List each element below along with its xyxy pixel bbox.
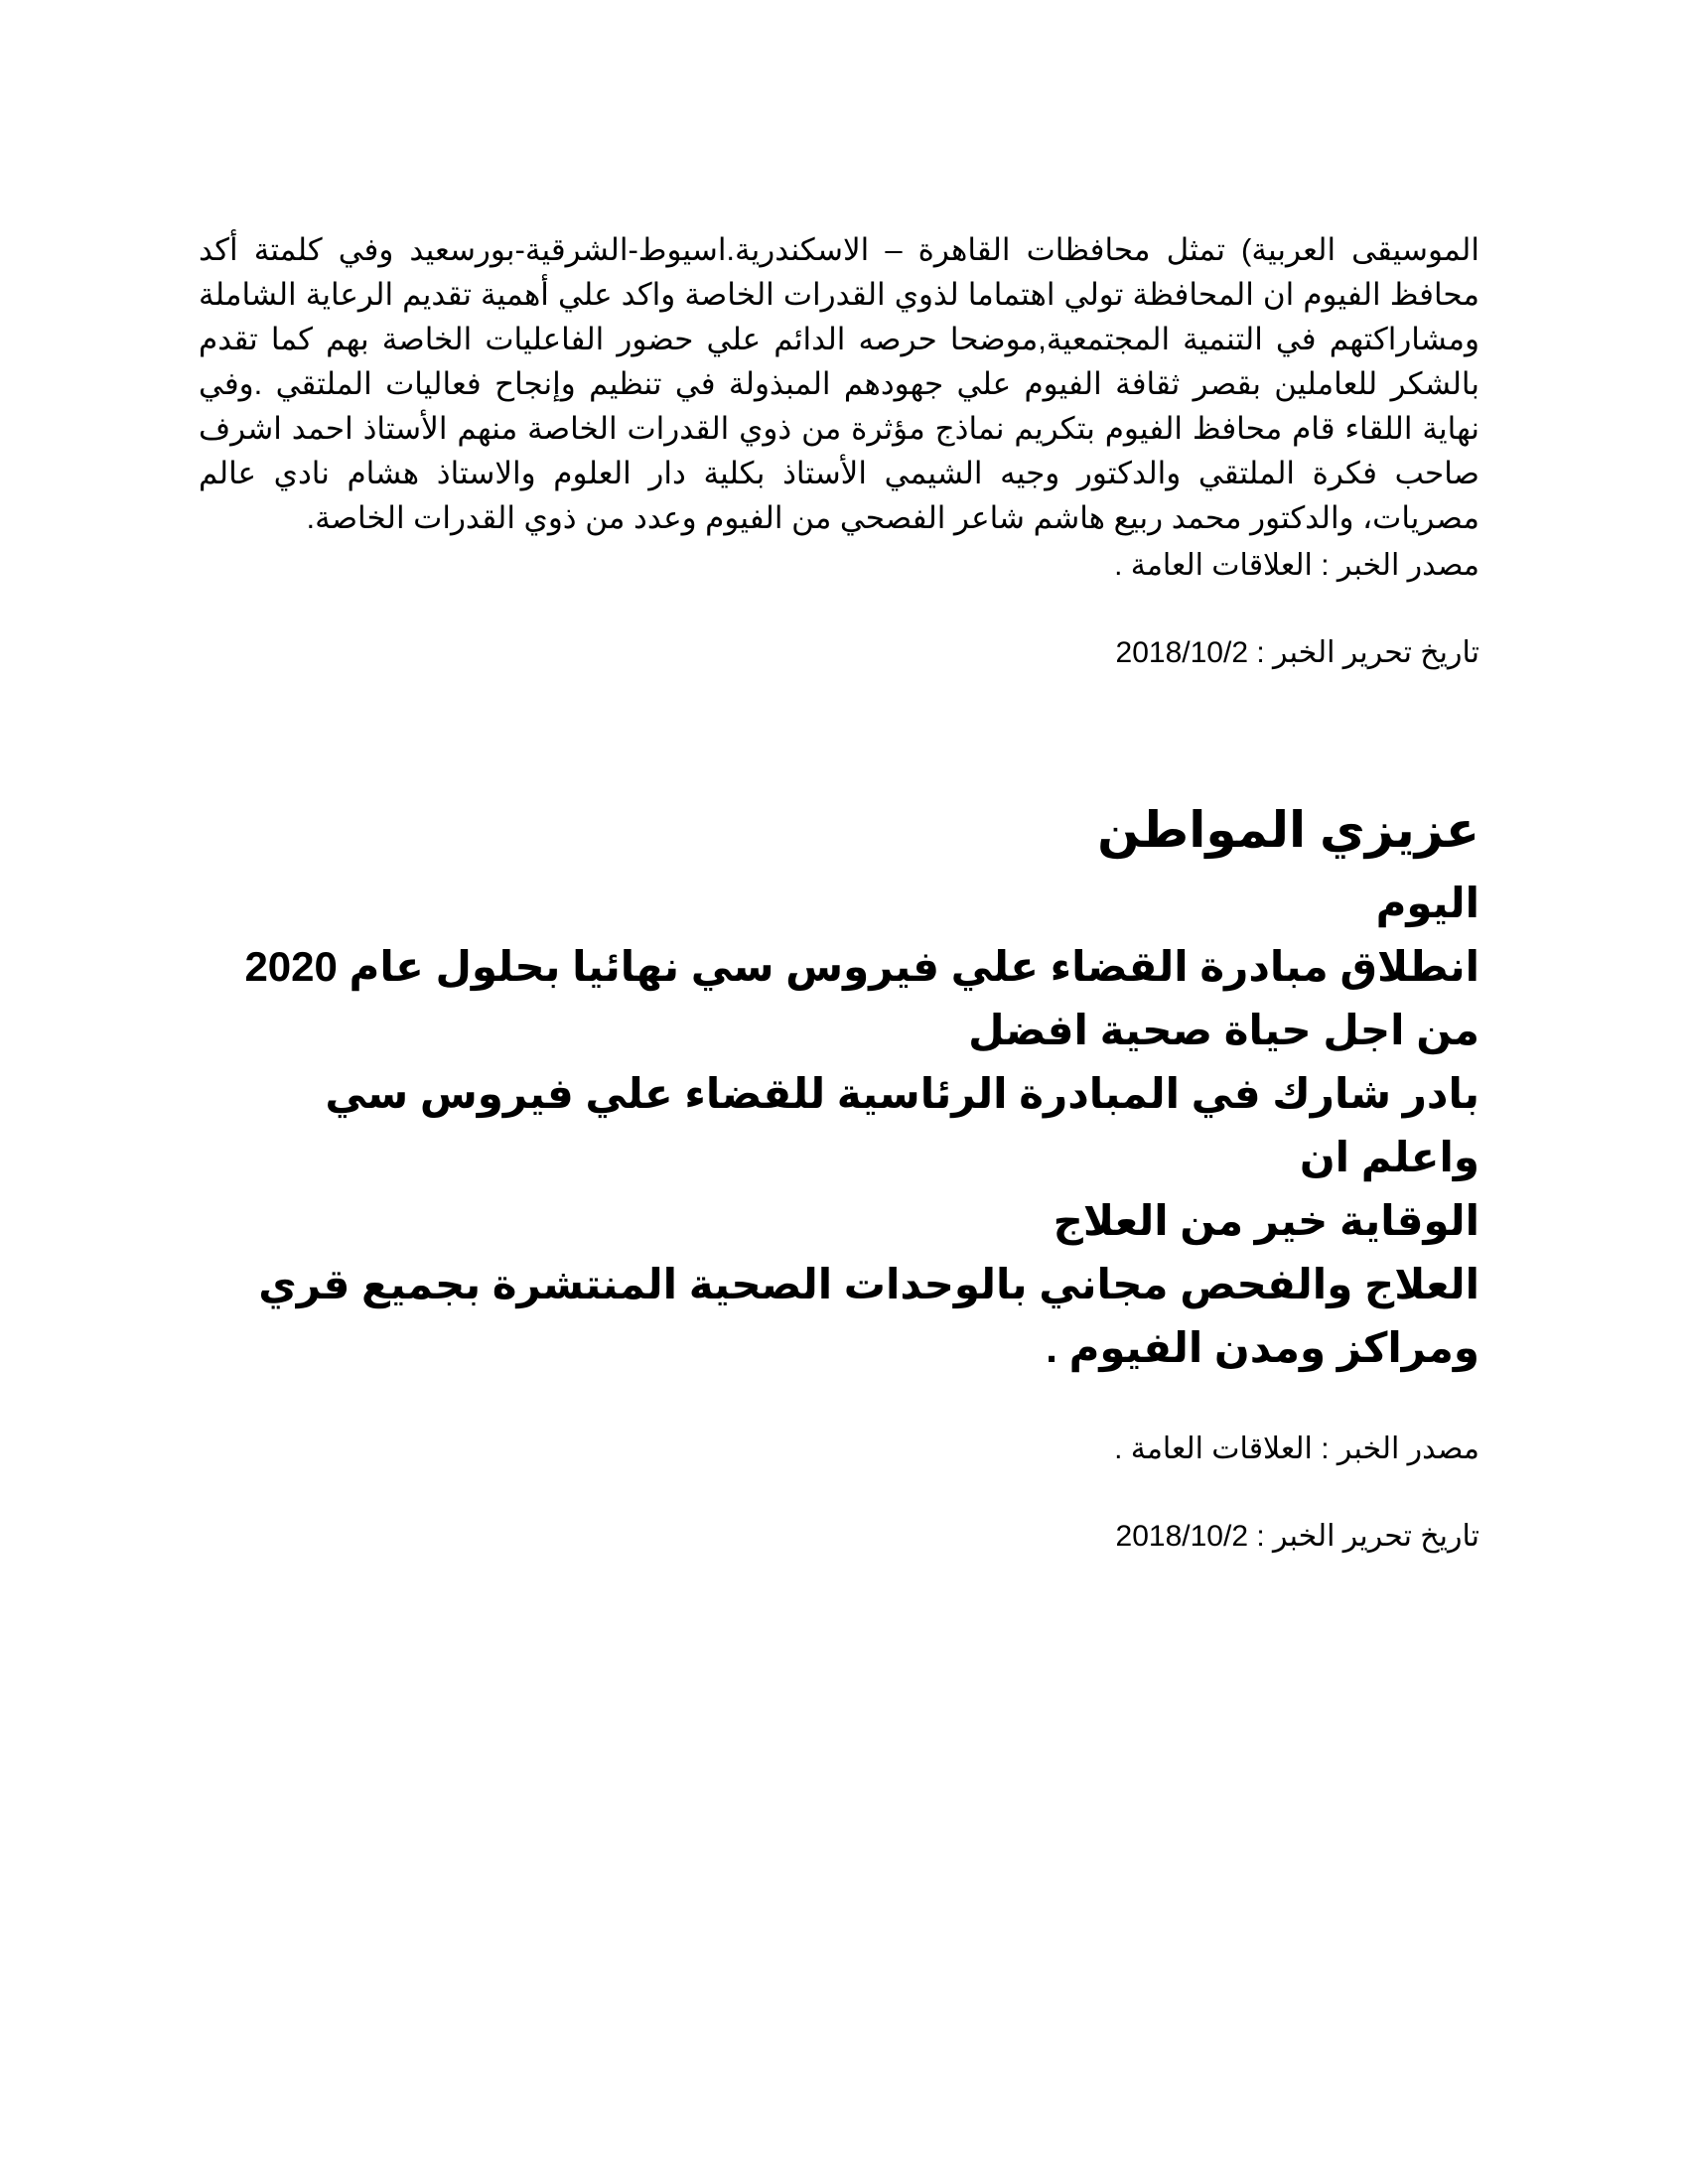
campaign-line: اليوم: [1375, 880, 1479, 926]
campaign-line: واعلم ان: [1299, 1134, 1479, 1180]
news-source: مصدر الخبر : العلاقات العامة .: [1114, 549, 1479, 582]
campaign-title: عزيزي المواطن: [1097, 802, 1479, 858]
news-date: تاريخ تحرير الخبر : 2018/10/2: [1115, 636, 1479, 669]
campaign-line: من اجل حياة صحية افضل: [968, 1007, 1479, 1053]
news-date: تاريخ تحرير الخبر : 2018/10/2: [1115, 1520, 1479, 1553]
news-source: مصدر الخبر : العلاقات العامة .: [1114, 1433, 1479, 1465]
campaign-line: الوقاية خير من العلاج: [1053, 1197, 1479, 1244]
campaign-line: بادر شارك في المبادرة الرئاسية للقضاء علي فيروس سي: [325, 1070, 1479, 1117]
campaign-line: انطلاق مبادرة القضاء علي فيروس سي نهائيا بحلول عام 2020: [244, 943, 1479, 990]
campaign-line: العلاج والفحص مجاني بالوحدات الصحية المنتشرة بجميع قري ومراكز ومدن الفيوم .: [258, 1261, 1479, 1371]
campaign-announcement: [238, 794, 1479, 1380]
article-paragraph: الموسيقى العربية) تمثل محافظات القاهرة – الاسكندرية.اسيوط-الشرقية-بورسعيد وفي كلمتة أكد محافظ الفيوم ان المحافظة تولي اهتماما لذوي القدرات الخاصة واكد علي أهمية تقديم الرعاية الشاملة ومشاراكتهم في التنمية المجتمعية,موضحا حرصه الدائم علي حضور الفاعليات الخاصة بهم كما تقدم بالشكر للعاملين بقصر ثقافة الفيوم علي جهودهم المبذولة في تنظيم وإنجاح فعاليات الملتقي .وفي نهاية اللقاء قام محافظ الفيوم بتكريم نماذج مؤثرة من ذوي القدرات الخاصة منهم الأستاذ احمد اشرف صاحب فكرة الملتقي والدكتور وجيه الشيمي الأستاذ بكلية دار العلوم والاستاذ هشام نادي عالم مصريات، والدكتور محمد ربيع هاشم شاعر الفصحي من الفيوم وعدد من ذوي القدرات الخاصة.: [199, 232, 1479, 535]
